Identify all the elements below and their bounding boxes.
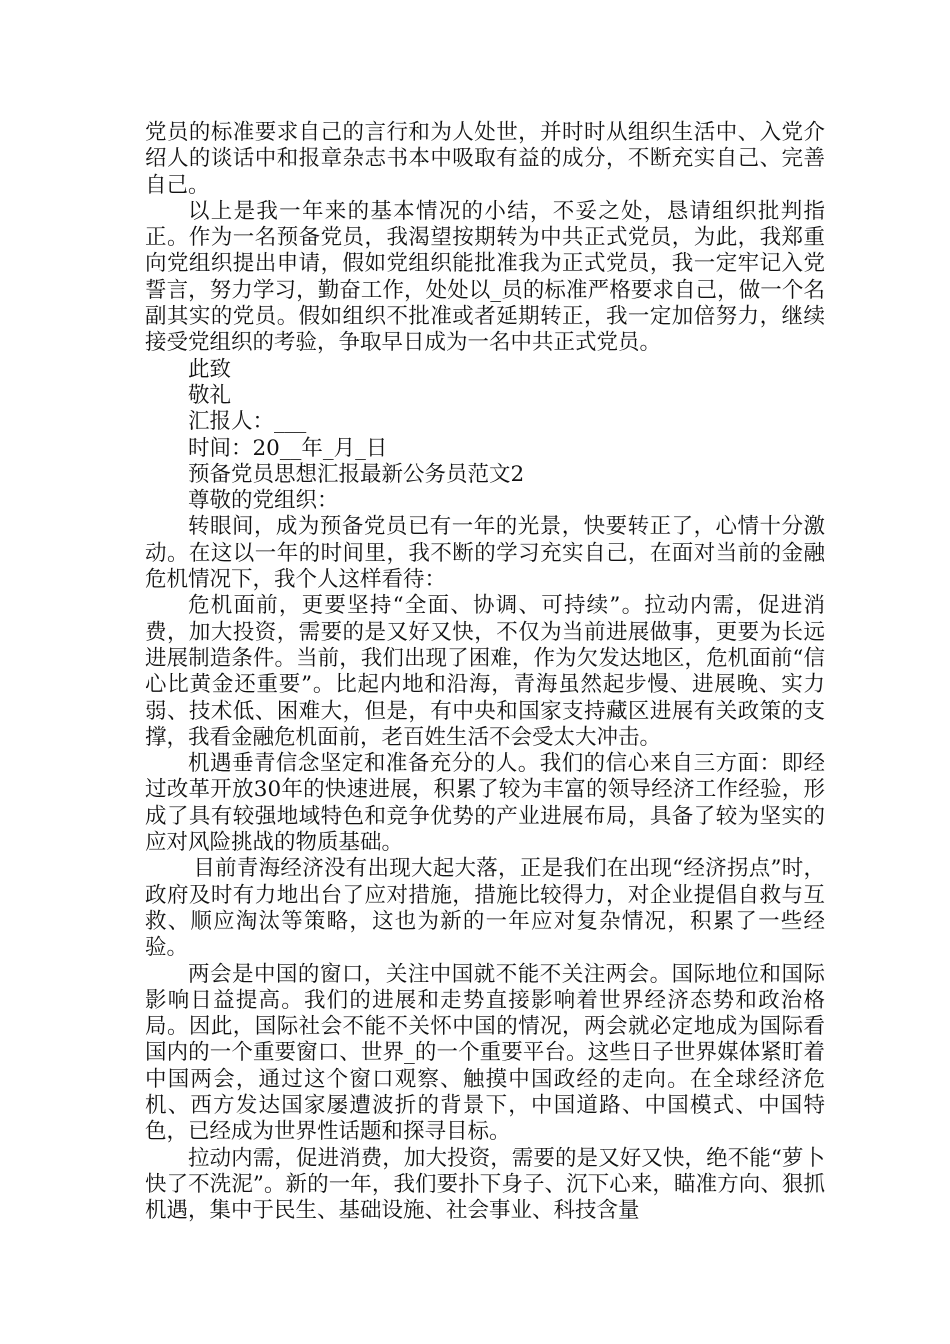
paragraph-summary: 以上是我一年来的基本情况的小结，不妥之处，恳请组织批判指正。作为一名预备党员，我渴望按期转为中共正式党员，为此，我郑重向党组织提出申请，假如党组织能批准我为正式党员，我一定牢记入党誓言，努力学习，勤奋工作，处处以_员的标准严格要求自己，做一个名副其实的党员。假如组织不批准或者延期转正，我一定加倍努力，继续接受党组织的考验，争取早日成为一名中共正式党员。 [145, 198, 825, 356]
greeting-line: 尊敬的党组织： [188, 488, 339, 514]
paragraph-intro: 转眼间，成为预备党员已有一年的光景，快要转正了，心情十分激动。在这以一年的时间里，我不断的学习充实自己，在面对当前的金融危机情况下，我个人这样看待： [145, 514, 825, 593]
paragraph-domestic-demand: 拉动内需，促进消费，加大投资，需要的是又好又快，绝不能“萝卜快了不洗泥”。新的一年，我们要扑下身子、沉下心来，瞄准方向、狠抓机遇，集中于民生、基础设施、社会事业、科技含量 [145, 1145, 825, 1224]
section-title: 预备党员思想汇报最新公务员范文2 [188, 461, 525, 487]
closing-salutation: 此致 [188, 356, 232, 382]
paragraph-crisis: 危机面前，更要坚持“全面、协调、可持续”。拉动内需，促进消费，加大投资，需要的是又好又快，不仅为当前进展做事，更要为长远进展制造条件。当前，我们出现了困难，作为欠发达地区，危机面前“信心比黄金还重要”。比起内地和沿海，青海虽然起步慢、进展晚、实力弱、技术低、困难大，但是，有中央和国家支持藏区进展有关政策的支撑，我看金融危机面前，老百姓生活不会受太大冲击。 [145, 593, 825, 750]
closing-regards: 敬礼 [188, 382, 232, 408]
date-line: 时间：20__年_月_日 [188, 435, 388, 461]
paragraph-continuation: 党员的标准要求自己的言行和为人处世，并时时从组织生活中、入党介绍人的谈话中和报章杂志书本中吸取有益的成分，不断充实自己、完善自己。 [145, 120, 825, 198]
paragraph-economy: 目前青海经济没有出现大起大落，正是我们在出现“经济拐点”时，政府及时有力地出台了应对措施，措施比较得力，对企业提倡自救与互救、顺应淘汰等策略，这也为新的一年应对复杂情况，积累了一些经验。 [145, 856, 825, 961]
document-body [145, 120, 825, 1224]
reporter-line: 汇报人：___ [188, 409, 307, 435]
paragraph-two-sessions: 两会是中国的窗口，关注中国就不能不关注两会。国际地位和国际影响日益提高。我们的进展和走势直接影响着世界经济态势和政治格局。因此，国际社会不能不关怀中国的情况，两会就必定地成为国际看国内的一个重要窗口、世界_的一个重要平台。这些日子世界媒体紧盯着中国两会，通过这个窗口观察、触摸中国政经的走向。在全球经济危机、西方发达国家屡遭波折的背景下，中国道路、中国模式、中国特色，已经成为世界性话题和探寻目标。 [145, 961, 825, 1145]
paragraph-opportunity: 机遇垂青信念坚定和准备充分的人。我们的信心来自三方面：即经过改革开放30年的快速进展，积累了较为丰富的领导经济工作经验，形成了具有较强地域特色和竞争优势的产业进展布局，具备了较为坚实的应对风险挑战的物质基础。 [145, 751, 825, 856]
